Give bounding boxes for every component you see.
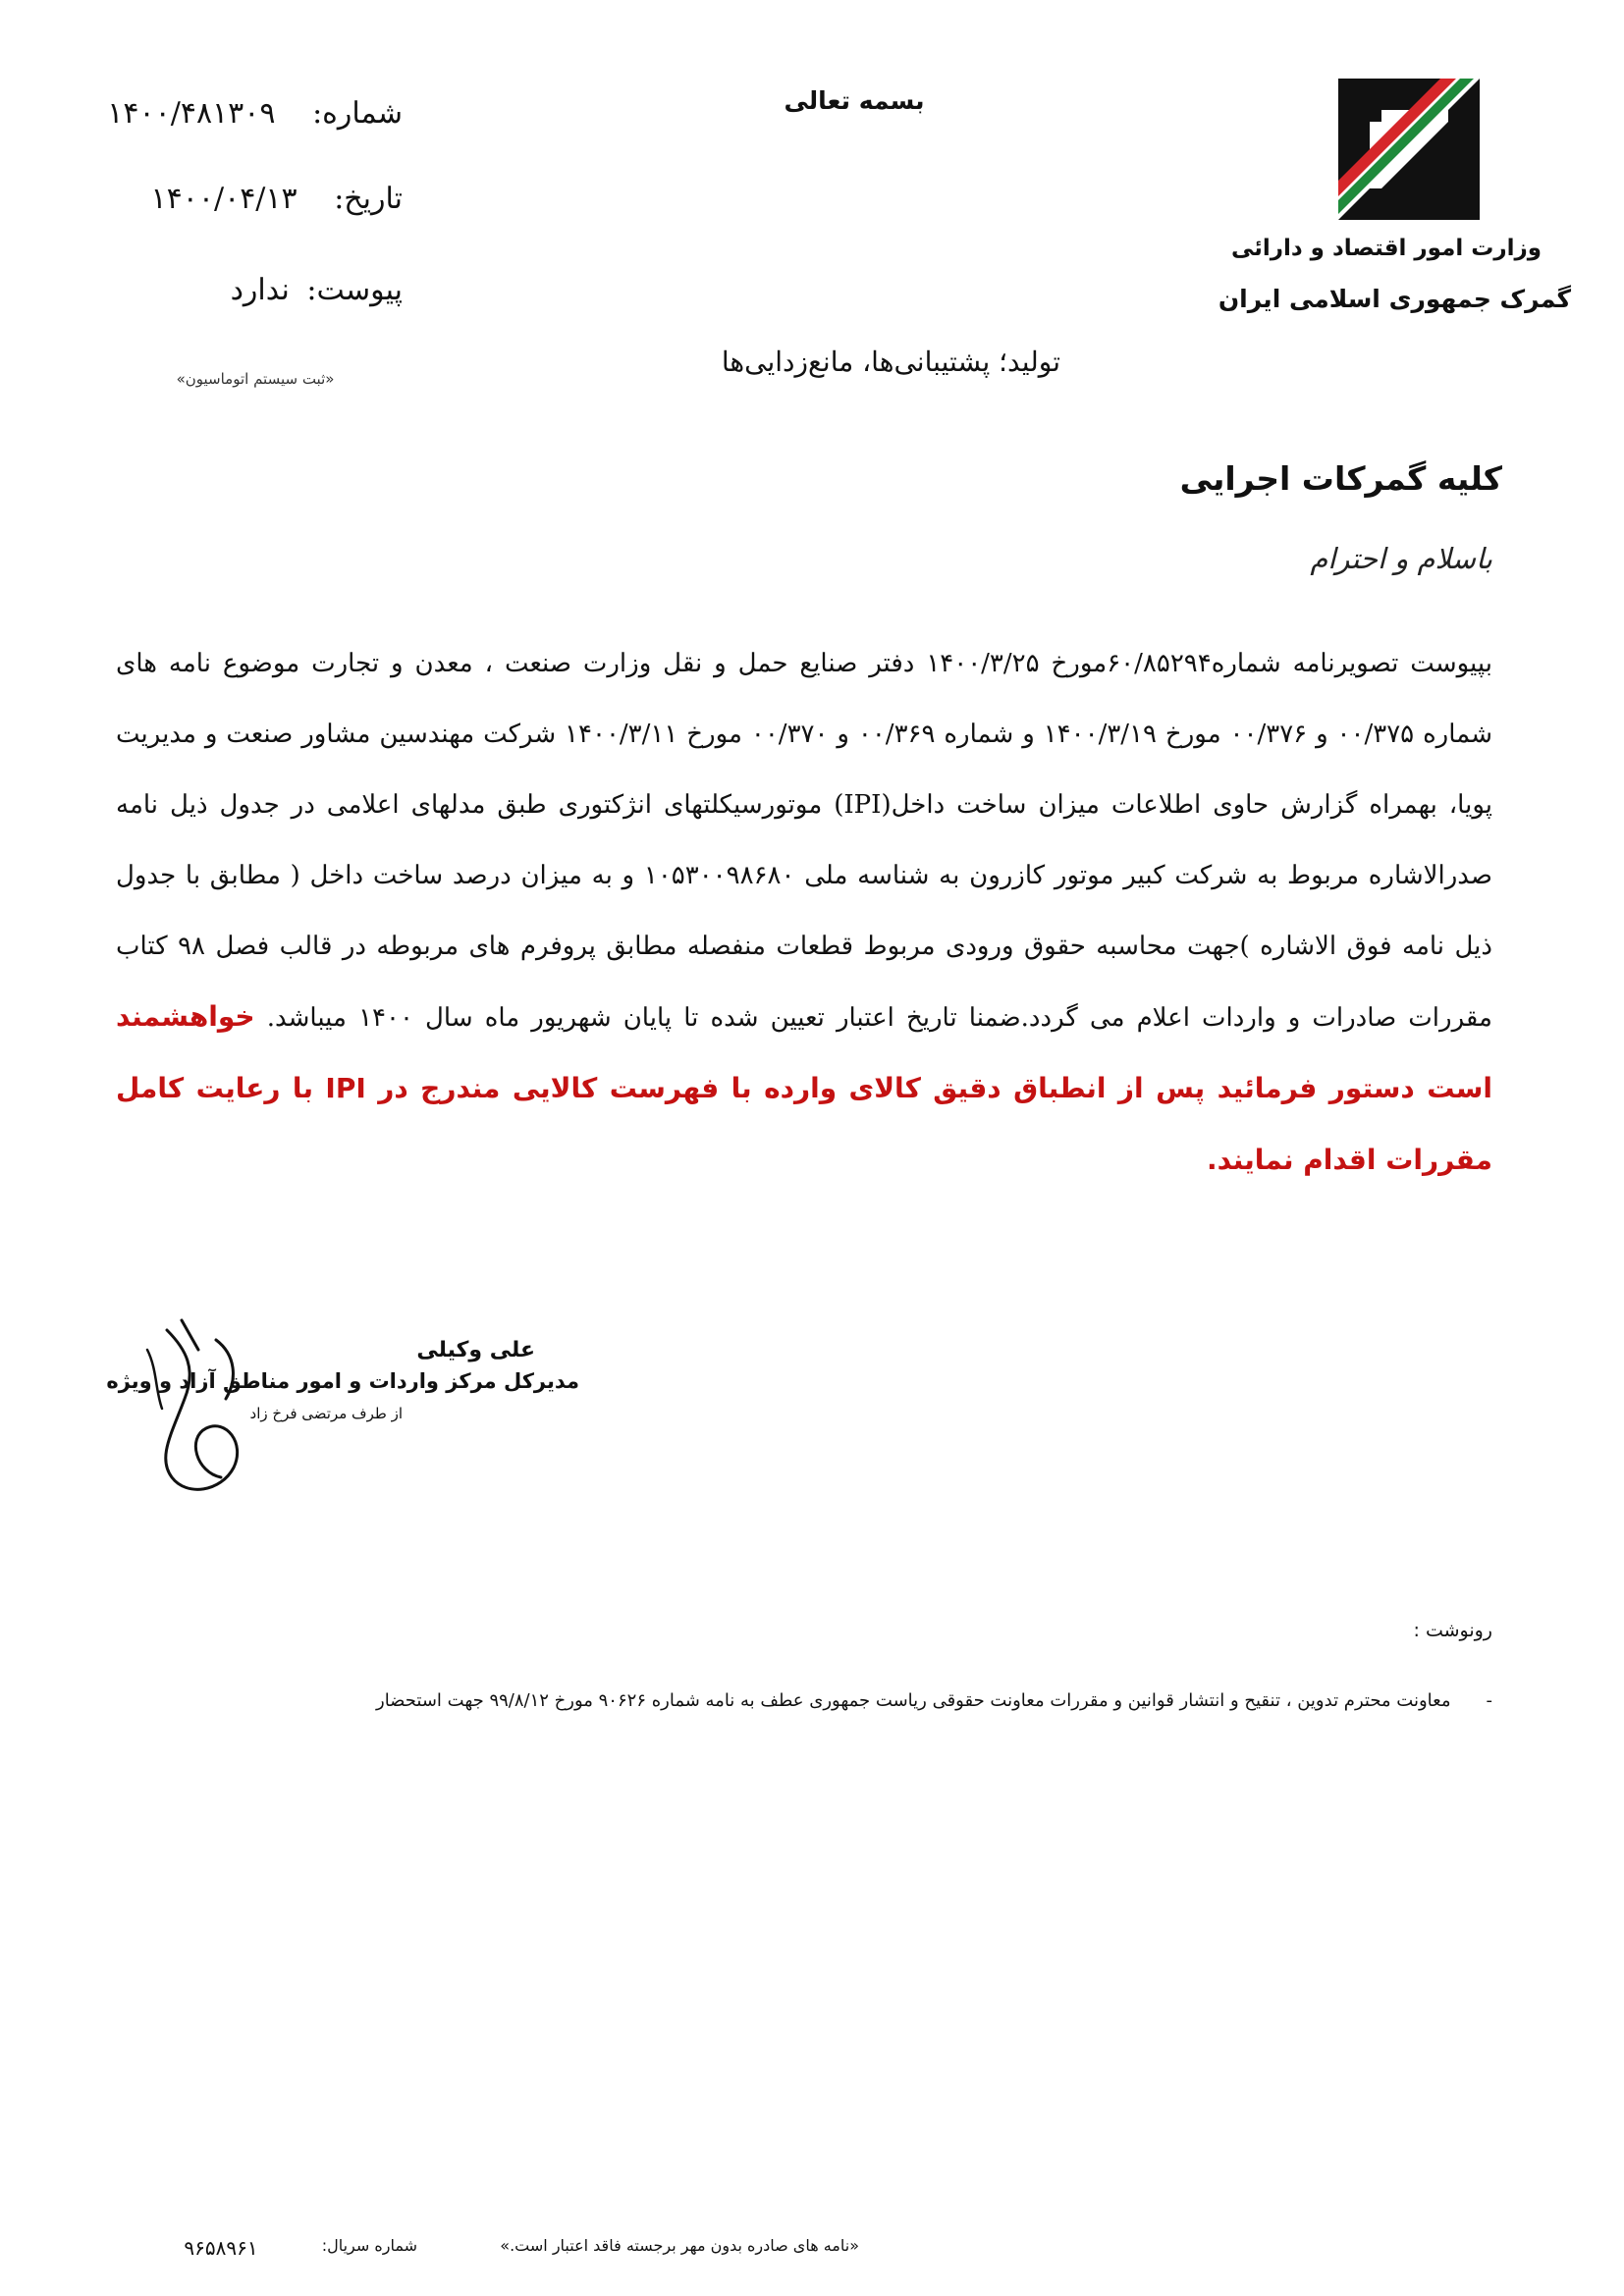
customs-name: گمرک جمهوری اسلامی ایران (1218, 285, 1571, 313)
signature-block (106, 1310, 579, 1507)
date-label: تاریخ: (334, 182, 403, 216)
letter-date-row (88, 182, 403, 216)
letter-body (116, 628, 1492, 1197)
cc-heading: رونوشت : (1413, 1620, 1492, 1641)
serial-label: شماره سریال: (321, 2236, 417, 2255)
serial-value: ۹۶۵۸۹۶۱ (184, 2236, 258, 2260)
attachment-row (88, 273, 403, 307)
cc-bullet: - (1486, 1690, 1492, 1711)
date-value: ۱۴۰۰/۰۴/۱۳ (150, 182, 298, 216)
letter-number-row (88, 96, 403, 131)
auto-registration-note: «ثبت سیستم اتوماسیون» (176, 370, 335, 388)
attachment-value: ندارد (230, 273, 290, 307)
greeting: باسلام و احترام (1310, 542, 1492, 575)
customs-logo (1330, 71, 1488, 228)
attachment-label: پیوست: (306, 273, 403, 307)
number-label: شماره: (312, 96, 403, 131)
number-value: ۱۴۰۰/۴۸۱۳۰۹ (107, 96, 276, 131)
letter-topic: تولید؛ پشتیبانی‌ها، مانع‌زدایی‌ها (721, 346, 1060, 378)
invocation: بسمه تعالی (784, 86, 925, 115)
cc-item (250, 1690, 1492, 1711)
on-behalf-of: از طرف مرتضی فرخ زاد (249, 1405, 403, 1422)
highlighted-instruction: خواهشمند است دستور فرمائید پس از انطباق دقیق کالای وارده با فهرست کالایی مندرج در IPI با رعایت کامل مقررات اقدام نمایند. (116, 1000, 1493, 1176)
ministry-name: وزارت امور اقتصاد و دارائی (1230, 236, 1542, 261)
body-paragraph: بپیوست تصویرنامه شماره۶۰/۸۵۲۹۴مورخ ۱۴۰۰/۳/۲۵ دفتر صنایع حمل و نقل وزارت صنعت ، معدن و تجارت موضوع نامه های شماره ۰۰/۳۷۵ و ۰۰/۳۷۶ مورخ ۱۴۰۰/۳/۱۹ و شماره ۰۰/۳۶۹ و ۰۰/۳۷۰ مورخ ۱۴۰۰/۳/۱۱ شرکت مهندسین مشاور صنعت و مدیریت پویا، بهمراه گزارش حاوی اطلاعات میزان ساخت داخل(IPI) موتورسیکلتهای انژکتوری طبق مدلهای اعلامی در جدول ذیل نامه صدرالاشاره مربوط به شرکت کبیر موتور کازرون به شناسه ملی ۱۰۵۳۰۰۹۸۶۸۰ و به میزان درصد ساخت داخل ( مطابق با جدول ذیل نامه فوق الاشاره )جهت محاسبه حقوق ورودی مربوط قطعات منفصله مطابق پروفرم های مربوطه در قالب فصل ۹۸ کتاب مقررات صادرات و واردات اعلام می گردد.ضمنا تاریخ اعتبار تعیین شده تا پایان شهریور ماه سال ۱۴۰۰ میباشد. (116, 649, 1493, 1033)
signatory-title: مدیرکل مرکز واردات و امور مناطق آزاد و ویژه (106, 1369, 579, 1393)
signatory-name: علی وکیلی (416, 1338, 535, 1362)
footer-validity-note: «نامه های صادره بدون مهر برجسته فاقد اعتبار است.» (500, 2236, 859, 2255)
cc-item-text: معاونت محترم تدوین ، تنقیح و انتشار قوانین و مقررات معاونت حقوقی ریاست جمهوری عطف به نامه شماره ۹۰۶۲۶ مورخ ۹۹/۸/۱۲ جهت استحضار (376, 1690, 1451, 1711)
addressee: کلیه گمرکات اجرایی (1179, 459, 1502, 498)
